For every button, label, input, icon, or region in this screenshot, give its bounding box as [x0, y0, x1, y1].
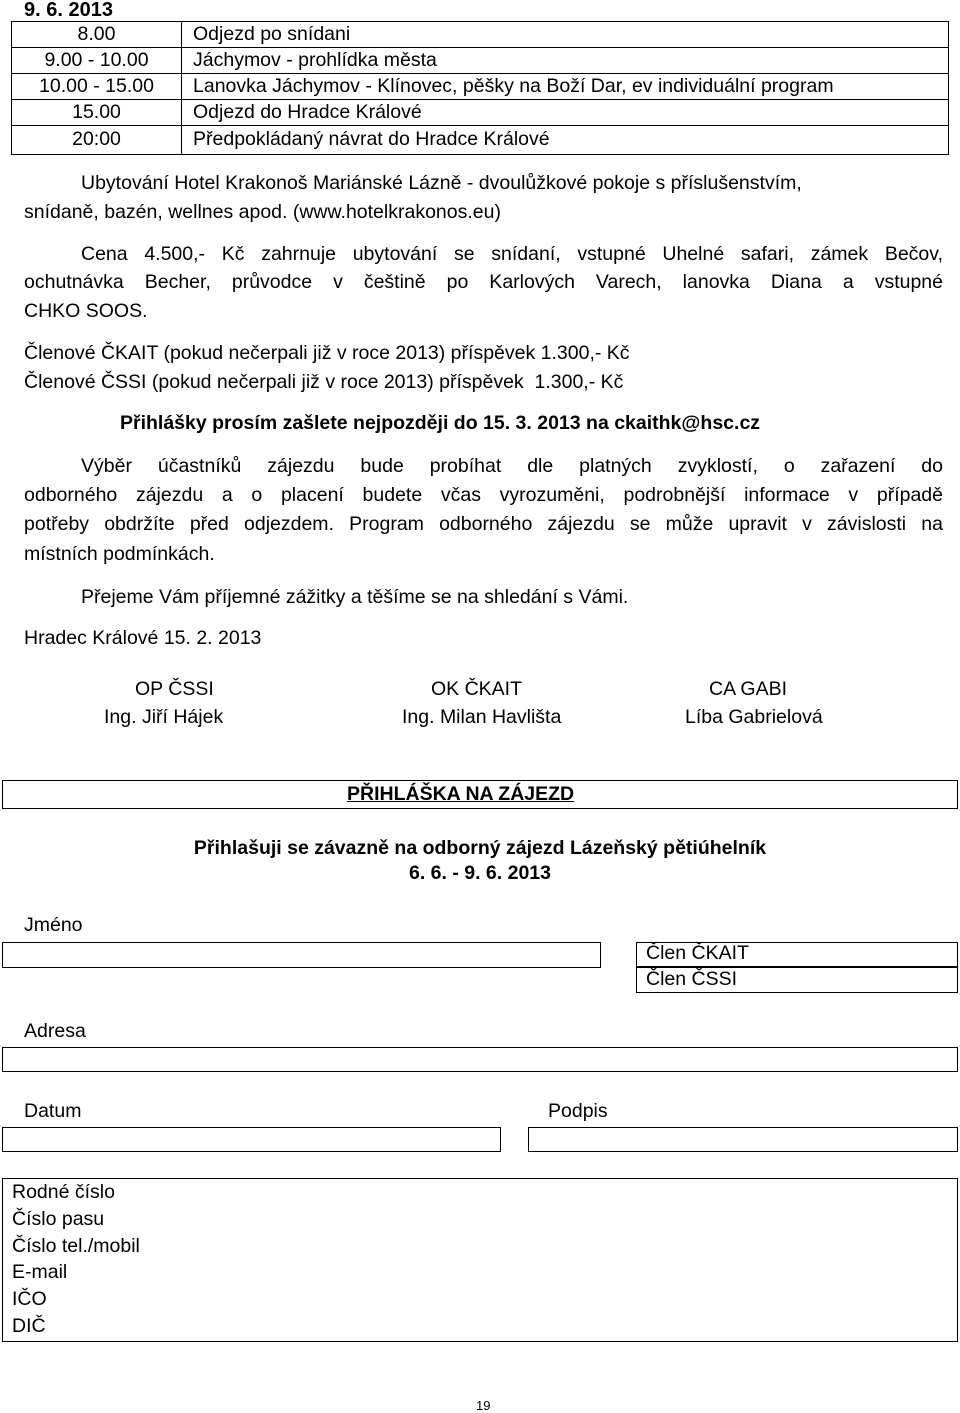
- detail-birth-number: Rodné číslo: [12, 1181, 115, 1203]
- detail-dic: DIČ: [12, 1315, 46, 1337]
- form-title: PŘIHLÁŠKA NA ZÁJEZD: [347, 783, 575, 805]
- registration-deadline: Přihlášky prosím zašlete nejpozději do 15. 3. 2013 na ckaithk@hsc.cz: [120, 412, 761, 434]
- signature-field[interactable]: [528, 1127, 958, 1152]
- accommodation-line: Ubytování Hotel Krakonoš Mariánské Lázně - dvoulůžkové pokoje s příslušenstvím,: [81, 172, 802, 194]
- date-header: 9. 6. 2013: [24, 0, 113, 21]
- schedule-time: 9.00 - 10.00: [12, 48, 182, 74]
- member-fee-cssi: Členové ČSSI (pokud nečerpali již v roce 2013) příspěvek 1.300,- Kč: [24, 371, 624, 393]
- address-label: Adresa: [24, 1020, 86, 1042]
- table-row: [12, 22, 949, 48]
- schedule-desc: Odjezd do Hradce Králové: [182, 100, 949, 126]
- place-date: Hradec Králové 15. 2. 2013: [24, 627, 262, 649]
- selection-line: místních podmínkách.: [24, 543, 215, 565]
- page-number: 19: [476, 1398, 491, 1413]
- detail-email: E-mail: [12, 1261, 68, 1283]
- table-row: [12, 100, 949, 126]
- price-line: CHKO SOOS.: [24, 300, 148, 322]
- date-label: Datum: [24, 1100, 82, 1122]
- schedule-time: 10.00 - 15.00: [12, 74, 182, 100]
- schedule-table: [11, 21, 949, 155]
- signatory-name: Ing. Milan Havlišta: [402, 706, 562, 728]
- form-dates: 6. 6. - 9. 6. 2013: [408, 862, 551, 884]
- name-label: Jméno: [24, 914, 83, 936]
- signatory-org: OP ČSSI: [135, 678, 214, 700]
- date-field[interactable]: [2, 1127, 501, 1152]
- form-subtitle: Přihlašuji se závazně na odborný zájezd Lázeňský pětiúhelník: [193, 837, 767, 859]
- schedule-time: 8.00: [12, 22, 182, 48]
- address-field[interactable]: [2, 1047, 958, 1072]
- detail-phone: Číslo tel./mobil: [12, 1235, 140, 1257]
- signatory-name: Líba Gabrielová: [685, 706, 823, 728]
- schedule-desc: Předpokládaný návrat do Hradce Králové: [182, 126, 949, 155]
- table-row: [12, 74, 949, 100]
- schedule-desc: Jáchymov - prohlídka města: [182, 48, 949, 74]
- price-line: Cena 4.500,- Kč zahrnuje ubytování se snídaní, vstupné Uhelné safari, zámek Bečov,: [81, 243, 943, 265]
- name-field[interactable]: [2, 942, 601, 968]
- member-cssi-label: Člen ČSSI: [646, 968, 738, 990]
- signature-label: Podpis: [548, 1100, 608, 1122]
- member-ckait-label: Člen ČKAIT: [646, 942, 749, 964]
- details-box: [2, 1178, 958, 1342]
- price-line: ochutnávka Becher, průvodce v češtině po Karlových Varech, lanovka Diana a vstupné: [24, 271, 943, 293]
- signatory-name: Ing. Jiří Hájek: [104, 706, 224, 728]
- schedule-time: 15.00: [12, 100, 182, 126]
- signatory-org: OK ČKAIT: [431, 678, 523, 700]
- table-row: [12, 48, 949, 74]
- closing-wish: Přejeme Vám příjemné zážitky a těšíme se na shledání s Vámi.: [81, 586, 629, 608]
- signatory-org: CA GABI: [709, 678, 788, 700]
- schedule-desc: Odjezd po snídani: [182, 22, 949, 48]
- selection-line: potřeby obdržíte před odjezdem. Program odborného zájezdu se může upravit v závislosti na: [24, 513, 943, 535]
- schedule-time: 20:00: [12, 126, 182, 155]
- detail-passport-number: Číslo pasu: [12, 1208, 105, 1230]
- detail-ico: IČO: [12, 1288, 47, 1310]
- table-row: [12, 126, 949, 155]
- member-fee-ckait: Členové ČKAIT (pokud nečerpali již v roce 2013) příspěvek 1.300,- Kč: [24, 342, 630, 364]
- selection-line: Výběr účastníků zájezdu bude probíhat dle platných zvyklostí, o zařazení do: [81, 455, 943, 477]
- selection-line: odborného zájezdu a o placení budete včas vyrozuměni, podrobnější informace v případě: [24, 484, 943, 506]
- accommodation-line: snídaně, bazén, wellnes apod. (www.hotelkrakonos.eu): [24, 201, 501, 223]
- schedule-desc: Lanovka Jáchymov - Klínovec, pěšky na Boží Dar, ev individuální program: [182, 74, 949, 100]
